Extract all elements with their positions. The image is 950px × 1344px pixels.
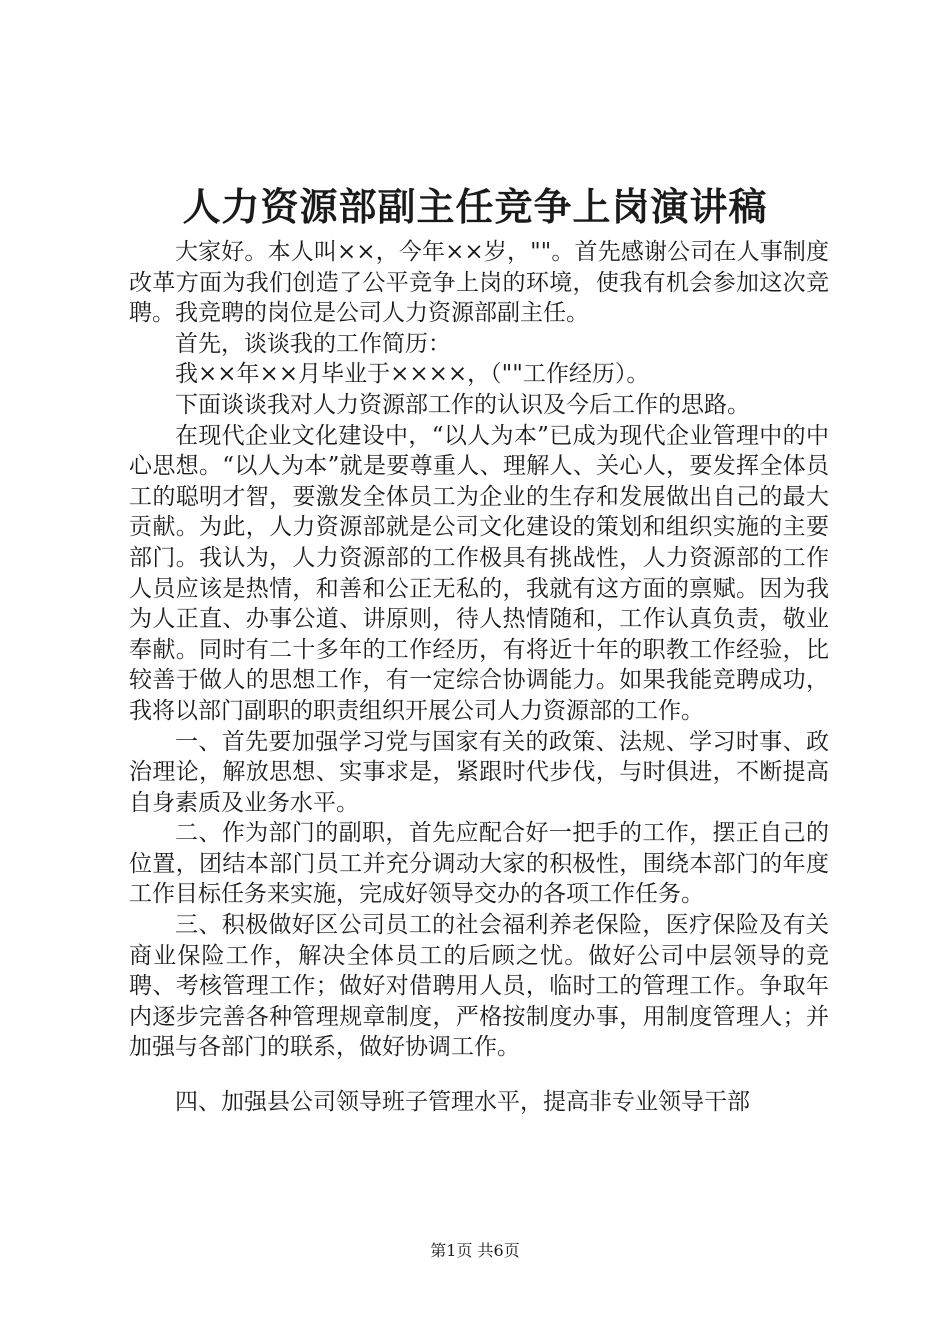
document-body: [129, 237, 829, 1118]
paragraph-point-four: 四、加强县公司领导班子管理水平，提高非专业领导干部: [175, 1089, 750, 1116]
page-number-footer: 第1页 共6页: [430, 1241, 520, 1260]
paragraph-point-two: 二、作为部门的副职，首先应配合好一把手的工作，摆正自己的位置，团结本部门员工并充分调动大家的积极性，围绕本部门的年度工作目标任务来实施，完成好领导交办的各项工作任务。: [129, 820, 829, 908]
paragraph-people-oriented: 在现代企业文化建设中，“以人为本”已成为现代企业管理中的中心思想。“以人为本”就是要尊重人、理解人、关心人，要发挥全体员工的聪明才智，要激发全体员工为企业的生存和发展做出自己的最大贡献。为此，人力资源部就是公司文化建设的策划和组织实施的主要部门。我认为，人力资源部的工作极具有挑战性，人力资源部的工作人员应该是热情，和善和公正无私的，我就有这方面的禀赋。因为我为人正直、办事公道、讲原则，待人热情随和，工作认真负责，敬业奉献。同时有二十多年的工作经历，有将近十年的职教工作经验，比较善于做人的思想工作，有一定综合协调能力。如果我能竞聘成功，我将以部门副职的职责组织开展公司人力资源部的工作。: [129, 422, 829, 724]
paragraph-work-thoughts-intro: 下面谈谈我对人力资源部工作的认识及今后工作的思路。: [175, 391, 750, 418]
document-title: 人力资源部副主任竞争上岗演讲稿: [182, 184, 768, 229]
paragraph-point-one: 一、首先要加强学习党与国家有关的政策、法规、学习时事、政治理论，解放思想、实事求是，紧跟时代步伐，与时俱进，不断提高自身素质及业务水平。: [129, 728, 829, 816]
paragraph-point-three: 三、积极做好区公司员工的社会福利养老保险，医疗保险及有关商业保险工作，解决全体员工的后顾之忧。做好公司中层领导的竞聘、考核管理工作；做好对借聘用人员，临时工的管理工作。争取年内逐步完善各种管理规章制度，严格按制度办事，用制度管理人；并加强与各部门的联系，做好协调工作。: [129, 912, 829, 1061]
paragraph-resume-intro: 首先，谈谈我的工作简历：: [175, 330, 451, 357]
paragraph-graduation: 我××年××月毕业于××××，（""工作经历）。: [175, 361, 650, 388]
paragraph-greeting: 大家好。本人叫××，今年××岁，""。首先感谢公司在人事制度改革方面为我们创造了公平竞争上岗的环境，使我有机会参加这次竞聘。我竞聘的岗位是公司人力资源部副主任。: [129, 239, 829, 327]
